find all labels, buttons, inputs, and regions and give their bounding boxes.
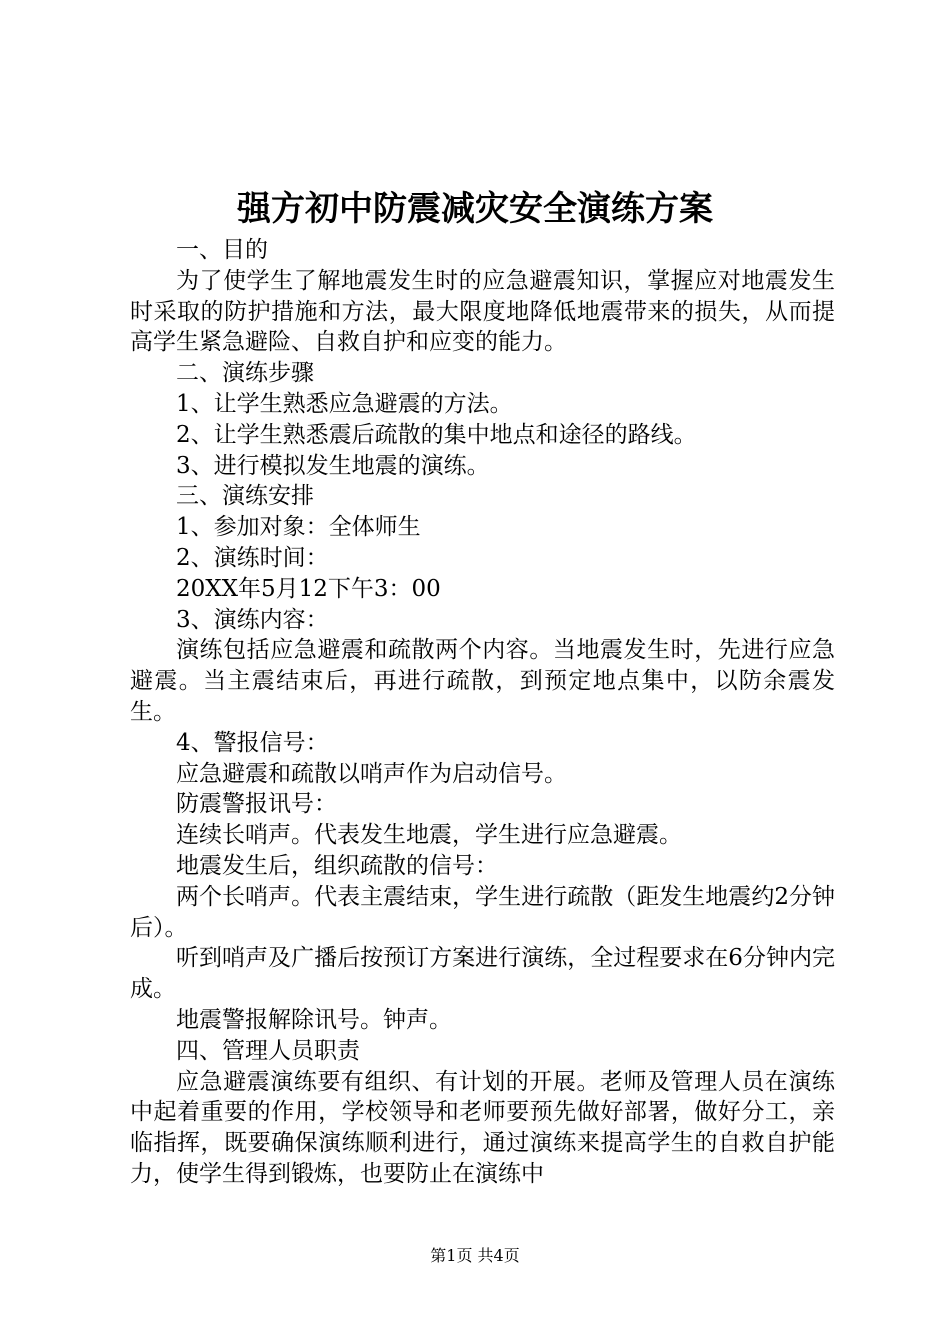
paragraph: 2、让学生熟悉震后疏散的集中地点和途径的路线。 [176,421,697,448]
paragraph: 防震警报讯号： [176,791,337,818]
paragraph: 2、演练时间： [176,544,329,571]
paragraph: 应急避震和疏散以哨声作为启动信号。 [176,760,567,787]
paragraph: 20XX年5月12下午3：00 [176,575,441,602]
paragraph: 二、演练步骤 [176,360,314,387]
paragraph: 三、演练安排 [176,483,314,510]
document-title: 强方初中防震减灾安全演练方案 [237,189,713,229]
paragraph: 连续长哨声。代表发生地震，学生进行应急避震。 [176,822,682,849]
paragraph: 地震警报解除讯号。钟声。 [176,1006,452,1033]
paragraph: 演练包括应急避震和疏散两个内容。当地震发生时，先进行应急避震。当主震结束后，再进行疏散，到预定地点集中，以防余震发生。 [130,637,835,725]
paragraph: 地震发生后，组织疏散的信号： [176,852,498,879]
paragraph: 应急避震演练要有组织、有计划的开展。老师及管理人员在演练中起着重要的作用，学校领导和老师要预先做好部署，做好分工，亲临指挥，既要确保演练顺利进行，通过演练来提高学生的自救自护能力，使学生得到锻炼，也要防止在演练中 [130,1068,835,1187]
paragraph: 1、让学生熟悉应急避震的方法。 [176,390,513,417]
paragraph: 听到哨声及广播后按预订方案进行演练，全过程要求在6分钟内完成。 [130,945,835,1003]
paragraph: 1、参加对象：全体师生 [176,514,421,541]
paragraph: 两个长哨声。代表主震结束，学生进行疏散（距发生地震约2分钟后）。 [130,883,835,941]
document-body [130,235,835,1190]
paragraph: 为了使学生了解地震发生时的应急避震知识，掌握应对地震发生时采取的防护措施和方法，最大限度地降低地震带来的损失，从而提高学生紧急避险、自救自护和应变的能力。 [130,267,835,356]
page-footer: 第1页 共4页 [430,1246,520,1265]
paragraph: 四、管理人员职责 [176,1037,360,1064]
paragraph: 4、警报信号： [176,729,329,756]
paragraph: 3、进行模拟发生地震的演练。 [176,452,490,479]
paragraph: 3、演练内容： [176,606,329,633]
paragraph: 一、目的 [176,237,268,263]
